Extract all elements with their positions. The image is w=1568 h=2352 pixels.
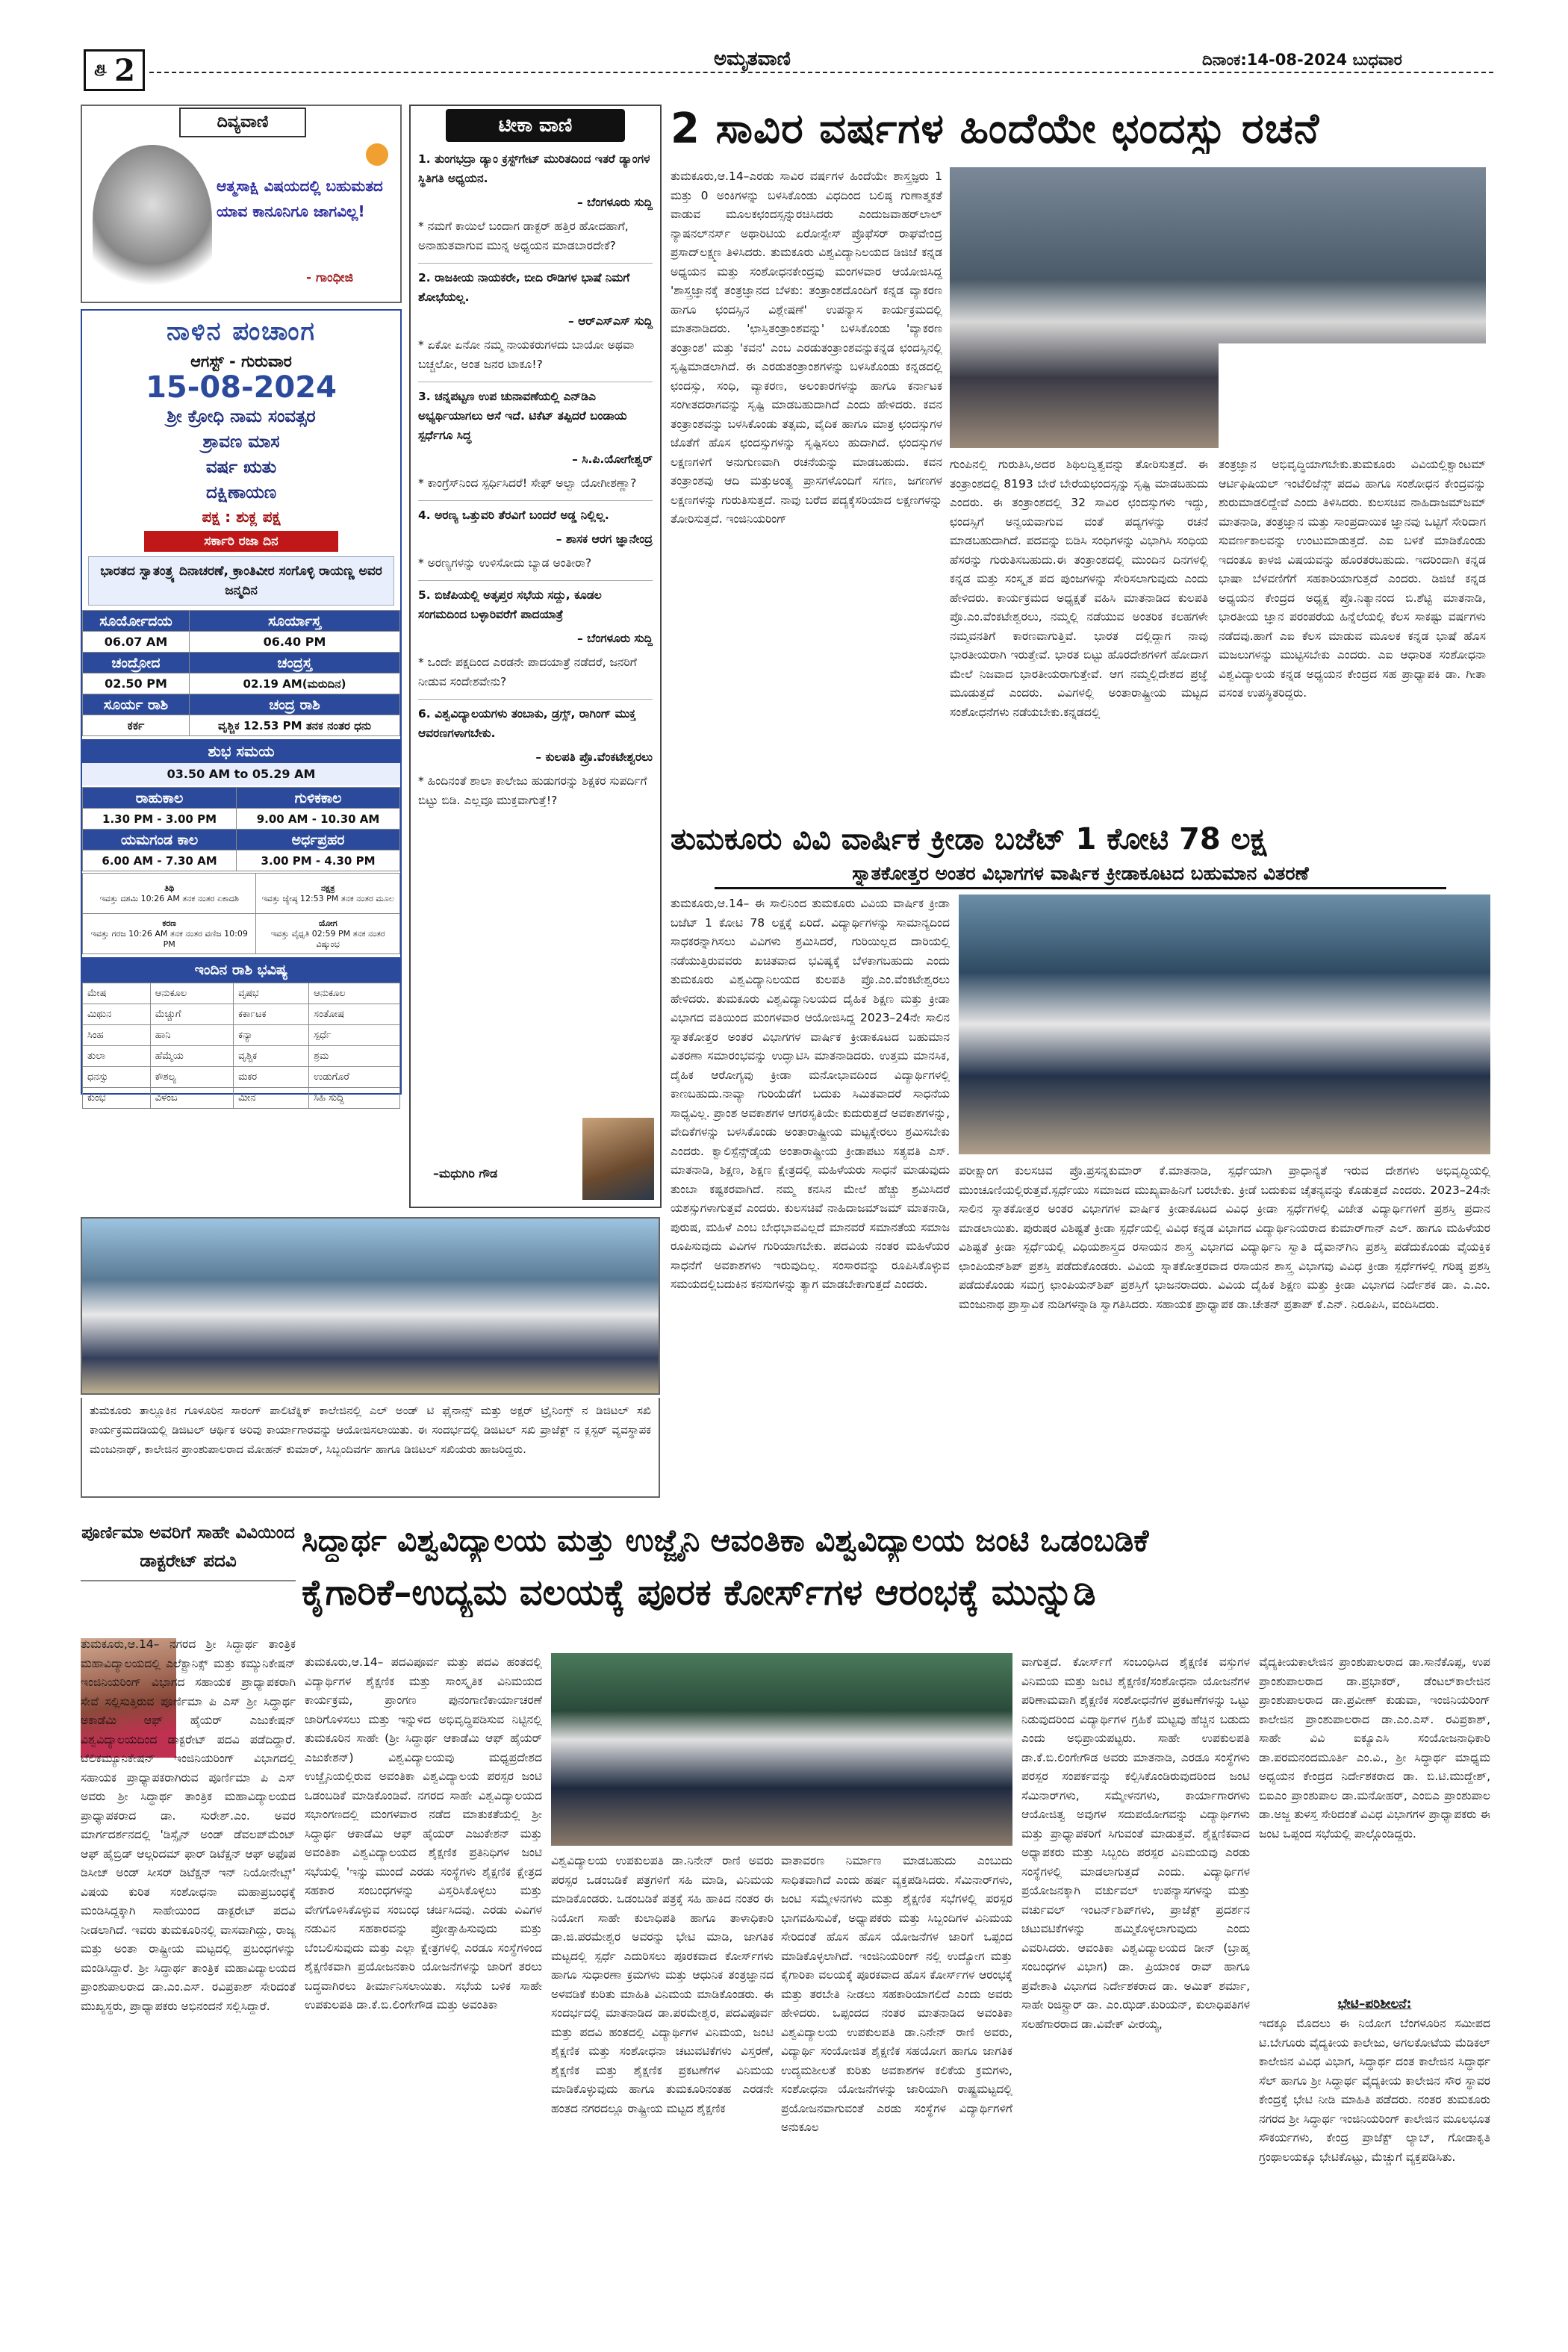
sports-col-1: ತುಮಕೂರು,ಆ.14– ಈ ಸಾಲಿನಿಂದ ತುಮಕೂರು ವಿವಿಯ ವಾರ್ಷಿಕ ಕ್ರೀಡಾ ಬಜೆಟ್ 1 ಕೋಟಿ 78 ಲಕ್ಷಕ್ಕೆ ಏರಿದೆ. ವಿದ್ಯಾರ್ಥಿಗಳನ್ನು ಸಾಮಾನ್ಯದಿಂದ ಸಾಧಕರನ್ನಾಗಿಸಲು ವಿವಿಗಳು ಶ್ರಮಿಸಿದರೆ, ಗುರಿಯಿಲ್ಲದ ದಾರಿಯಲ್ಲಿ ನಡೆಯುತ್ತಿರುವವರು ಖಚಿತವಾದ ಭವಿಷ್ಯಕ್ಕೆ ಬೆಳಕಾಗಬಹುದು ಎಂದು ತುಮಕೂರು ವಿಶ್ವವಿದ್ಯಾನಿಲಯದ ಕುಲಪತಿ ಪ್ರೊ.ಎಂ.ವೆಂಕಟೇಶ್ವರಲು ಹೇಳಿದರು. ತುಮಕೂರು ವಿಶ್ವವಿದ್ಯಾನಿಲಯದ ದೈಹಿಕ ಶಿಕ್ಷಣ ಮತ್ತು ಕ್ರೀಡಾ ವಿಭಾಗದ ವತಿಯಿಂದ ಮಂಗಳವಾರ ಆಯೋಜಿಸಿದ್ದ 2023–24ನೇ ಸಾಲಿನ ಸ್ನಾತಕೋತ್ತರ ಅಂತರ ವಿಭಾಗಗಳ ವಾರ್ಷಿಕ ಕ್ರೀಡಾಕೂಟದ ಬಹುಮಾನ ವಿತರಣಾ ಸಮಾರಂಭವನ್ನು ಉದ್ಘಾಟಿಸಿ ಮಾತನಾಡಿದರು. ಉತ್ತಮ ಮಾನಸಿಕ, ದೈಹಿಕ ಆರೋಗ್ಯವು ಕ್ರೀಡಾ ಮನೋಭಾವದಿಂದ ವಿದ್ಯಾರ್ಥಿಗಳಲ್ಲಿ ಕಾಣಬಹುದು.ನಾವ್ಯಾ ಗುರಿಯೆಡೆಗೆ ಬದುಕು ಸಿಮಿತವಾದರೆ ಸಾಧನೆಯ ಸಾಧ್ಯವಿಲ್ಲ. ಪ್ರಾಂಶ ಅವಕಾಶಗಳ ಆಗರಸೃತಿಯೇ ಕುದುರುತ್ತದೆ ಅವಕಾಶಗಳನ್ನು, ವೇದಿಕೆಗಳನ್ನು ಬಳಸಿಕೊಂಡು ಅಂತಾರಾಷ್ಟ್ರೀಯ ಮಟ್ಟಕ್ಕೇರಲು ಶ್ರಮಿಸಬೇಕು ಎಂದರು. ಕ್ವಾಲಿಸ್ಪೆನ್ಸ್‌ಡೈಯ ಅಂತಾರಾಷ್ಟ್ರೀಯ ಕ್ರೀಡಾಪಟು ಸತ್ಯವತಿ ಎಸ್. ಮಾತನಾಡಿ, ಶಿಕ್ಷಣ, ಶಿಕ್ಷಣ ಕ್ಷೇತ್ರದಲ್ಲಿ ಮಹಿಳೆಯರು ಸಾಧನೆ ಮಾಡುವುದು ತುಂಬಾ ಕಷ್ಟಕರವಾಗಿದೆ. ನಮ್ಮ ಕನಸಿನ ಮೇಲೆ ಹೆಚ್ಚು ಶ್ರಮಿಸಿದರೆ ಯಶಸ್ಸುಗಳಾಗುತ್ತವೆ ಎಂದರು. ಕುಲಸಚಿವೆ ನಾಹಿದಾಜಮ್‌ಜಮ್ ಮಾತನಾಡಿ, ಪುರುಷ, ಮಹಿಳೆ ಎಂಬ ಬೇಧಭಾವವಿಲ್ಲದೆ ಮಾನವರೆ ಸಮಾನತೆಯ ಸಮಾಜ ರೂಪಿಸುವುದು ವಿವಿಗಳ ಗುರಿಯಾಗಬೇಕು. ಪದವಿಯ ನಂತರ ಮಹಿಳೆಯರ ಸಾಧನೆಗೆ ಅವಕಾಶಗಳು ಇರುವುದಿಲ್ಲ. ಸಂಸಾರವನ್ನು ರೂಪಿಸಿಕೊಳ್ಳುವ ಸಮಯದಲ್ಲಿಬದುಕಿನ ಕನಸುಗಳನ್ನು ತ್ಯಾಗ ಮಾಡಬೇಕಾಗುತ್ತದೆ ಎಂದರು. xyxy=(671,897,950,1291)
rashi-sign: ಮಕರ xyxy=(234,1067,309,1088)
tika-comment: * ಒಂದೇ ಪಕ್ಷದಿಂದ ಎರಡನೇ ಪಾದಯಾತ್ರೆ ನಡೆದರೆ, ಜನರಿಗೆ ನೀಡುವ ಸಂದೇಶವೇನು? xyxy=(418,653,653,700)
rashi-sign: ಸಿಂಹ xyxy=(83,1025,151,1046)
mou-headline-2: ಕೈಗಾರಿಕೆ–ಉದ್ಯಮ ವಲಯಕ್ಕೆ ಪೂರಕ ಕೋರ್ಸ್‌ಗಳ ಆರಂಭಕ್ಕೆ ಮುನ್ನುಡಿ xyxy=(302,1572,1096,1614)
tika-question: 4. ಅರಣ್ಯ ಒತ್ತುವರಿ ತೆರವಿಗೆ ಬಂದರೆ ಅಡ್ಡ ನಿಲ್ಲಿಲ್ಲ. xyxy=(418,508,609,522)
mou-col-4: ವಾಗುತ್ತದೆ. ಕೋರ್ಸ್‌ಗೆ ಸಂಬಂಧಿಸಿದ ಶೈಕ್ಷಣಿಕ ವಸ್ತುಗಳ ವಿನಿಮಯ ಮತ್ತು ಜಂಟಿ ಶೈಕ್ಷಣಿಕ/ಸಂಶೋಧನಾ ಯೋಜನೆಗಳ ಪರಿಣಾಮವಾಗಿ ಶೈಕ್ಷಣಿಕ ಸಂಶೋಧನೆಗಳ ಪ್ರಕಟಣೆಗಳನ್ನು ಒಟ್ಟು ನಿಡುವುದರಿಂದ ವಿದ್ಯಾರ್ಥಿಗಳ ಗ್ರಹಿಕೆ ಮಟ್ಟವು ಹೆಚ್ಚಿನ ಬಡುದು ಎಂದು ಅಭಿಪ್ರಾಯಪಟ್ಟರು. ಸಾಹೇ ಉಪಕುಲಪತಿ ಡಾ.ಕೆ.ಬಿ.ಲಿಂಗೇಗೌಡ ಅವರು ಮಾತನಾಡಿ, ಎರಡೂ ಸಂಸ್ಥೆಗಳು ಪರಸ್ಪರ ಸಂಪರ್ಕವನ್ನು ಕಲ್ಪಿಸಿಕೊಂಡಿರುವುದರಿಂದ ಜಂಟಿ ಸೆಮಿನಾರ್‌ಗಳು, ಸಮ್ಮೇಳನಗಳು, ಕಾರ್ಯಾಗಾರಗಳು ಆಯೋಜಿತ್ವ ಅವುಗಳ ಸದುಪಯೋಗವನ್ನು ವಿದ್ಯಾರ್ಥಿಗಳು ಮತ್ತು ಪ್ರಾಧ್ಯಾಪಕರಿಗೆ ಸಿಗುವಂತೆ ಮಾಡುತ್ತವೆ. ಶೈಕ್ಷಣಿಕವಾದ ಅಧ್ಯಾಪಕರು ಮತ್ತು ಸಿಬ್ಬಂದಿ ಪರಸ್ಪರ ವಿನಿಮಯವು ಎರಡು ಸಂಸ್ಥೆಗಳಲ್ಲಿ ಮಾಡಲಾಗುತ್ತದೆ ಎಂದು. ವಿದ್ಯಾರ್ಥಿಗಳ ಪ್ರಯೋಜನಕ್ಕಾಗಿ ವರ್ಚುವಲ್ ಉಪನ್ಯಾಸಗಳನ್ನು ಮತ್ತು ವರ್ಚುವಲ್ ಇಂಟರ್ನ್‌ಶಿಪ್‌ಗಳು, ಪ್ರಾಜೆಕ್ಟ್ ಪ್ರದರ್ಶನ ಚಟುವಟಿಕೆಗಳನ್ನು ಹಮ್ಮಿಕೊಳ್ಳಲಾಗುವುದು ಎಂದು ವಿವರಿಸಿದರು. ಆವಂತಿಕಾ ವಿಶ್ವವಿದ್ಯಾಲಯದ ಡೀನ್ (ಬ್ರಾಹ್ಮ ಸಂಬಂಧಗಳ ವಿಭಾಗ) ಡಾ. ಪ್ರಿಯಾಂಕ ರಾವ್ ಹಾಗೂ ಪ್ರವೇಶಾತಿ ವಿಭಾಗದ ನಿರ್ದೇಶಕರಾದ ಡಾ. ಅಮಿತ್ ಶರ್ಮಾ, ಸಾಹೇ ರಿಜಿಸ್ಟ್ರಾರ್ ಡಾ. ಎಂ.ಝಡ್.ಕುರಿಯನ್, ಕುಲಾಧಿಪತಿಗಳ ಸಲಹೆಗಾರರಾದ ಡಾ.ವಿವೇಕ್ ವೀರಯ್ಯ, xyxy=(1021,1655,1250,2031)
tika-source: – ಕುಲಪತಿ ಪ್ರೊ.ವೆಂಕಟೇಶ್ವರಲು xyxy=(535,750,653,764)
cell-sunset: 06.40 PM xyxy=(189,632,399,653)
rashi-table xyxy=(82,983,400,1109)
panchanga-ritu: ವರ್ಷ ಋತು xyxy=(205,458,277,477)
tika-item xyxy=(418,704,653,810)
panchanga-events: ಭಾರತದ ಸ್ವಾತಂತ್ರ್ಯ ದಿನಾಚರಣೆ, ಕ್ರಾಂತಿವೀರ ಸಂಗೊಳ್ಳಿ ರಾಯಣ್ಣ ಅವರ ಜನ್ಮದಿನ xyxy=(88,556,394,606)
cell-ardhaprahara: 3.00 PM - 4.30 PM xyxy=(237,850,400,871)
cell-yamaganda: 6.00 AM - 7.30 AM xyxy=(83,850,237,871)
mou-photo xyxy=(551,1653,1012,1846)
holiday-banner: ಸರ್ಕಾರಿ ರಜಾ ದಿನ xyxy=(144,531,338,552)
karana-label: ಕರಣ xyxy=(162,918,176,928)
rashi-forecast: ಸಿಹಿ ಸುದ್ದಿ xyxy=(309,1088,400,1109)
mou-headline-1: ಸಿದ್ಧಾರ್ಥ ವಿಶ್ವವಿದ್ಯಾಲಯ ಮತ್ತು ಉಜ್ಜೈನಿ ಆವಂತಿಕಾ ವಿಶ್ವವಿದ್ಯಾಲಯ ಜಂಟಿ ಒಡಂಬಡಿಕೆ xyxy=(302,1522,1149,1558)
main-story-col-1: ತುಮಕೂರು,ಆ.14–ಎರಡು ಸಾವಿರ ವರ್ಷಗಳ ಹಿಂದೆಯೇ ಶಾಸ್ತ್ರಜ್ಞರು 1 ಮತ್ತು 0 ಅಂಕಿಗಳನ್ನು ಬಳಸಿಕೊಂಡು ವಿಧದಿಂದ ಬಲಿಷ್ಠ ಗುಣಾತ್ಮಕತೆ ವಾಡುವ ಮೂಲಕಛಂದಸ್ಸನ್ನುರಚಿಸಿದರು ಎಂದುಜವಾಹರ್‌ಲಾಲ್ ನ್ಯಾಷನಲ್‌ನರ್ಸ್ ಅಥಾರಿಟಿಯ ಏರೋಸ್ಪೇಸ್ ಪ್ರೊಫೆಸರ್ ರಾಘವೇಂದ್ರ ಪ್ರಸಾದ್‌ಲಕ್ಷ್ಮಣ ತಿಳಿಸಿದರು. ತುಮಕೂರು ವಿಶ್ವವಿದ್ಯಾನಿಲಯದ ಡಿಜಿಜೆ ಕನ್ನಡ ಅಧ್ಯಯನ ಮತ್ತು ಸಂಶೋಧನಕೇಂದ್ರವು ಮಂಗಳವಾರ ಆಯೋಜಿಸಿದ್ದ 'ಶಾಸ್ತ್ರಜ್ಞಾನಕ್ಕೆ ತಂತ್ರಜ್ಞಾನದ ಬೆಳಕು: ತಂತ್ರಾಂಶದೊಂದಿಗೆ ಕನ್ನಡ ವ್ಯಾಕರಣ ಹಾಗೂ ಛಂದಸ್ಸಿನ ವಿಶ್ಲೇಷಣೆ' ಉಪನ್ಯಾಸ ಕಾರ್ಯಕ್ರಮದಲ್ಲಿ ಮಾತನಾಡಿದರು. 'ಛಾಸ್ತಿತಂತ್ರಾಂಶವನ್ನು' ಬಳಸಿಕೊಂಡು 'ವ್ಯಾಕರಣ ತಂತ್ರಾಂಶ' ಮತ್ತು 'ಕವನ' ಎಂಬ ಎರಡುತಂತ್ರಾಂಶವನ್ನುಕನ್ನಡ ಛಂದಸ್ಸಿನಲ್ಲಿ ಸೃಷ್ಟಿಮಾಡಲಾಗಿದೆ. ಈ ಎರಡುತಂತ್ರಾಂಶಗಳನ್ನು ಬಳಸಿಕೊಂಡು ಕನ್ನಡದಲ್ಲಿ ಛಂದಸ್ಸು, ಸಂಧಿ, ವ್ಯಾಕರಣ, ಅಲಂಕಾರಗಳನ್ನು ಹಾಗೂ ಕರ್ನಾಟಕ ಸಂಗೀತದರಾಗವನ್ನು ಸೃಷ್ಟಿ ಮಾಡಬಹುದಾಗಿದೆ ಎಂದು ಹೇಳಿದರು. ಕವನ ತಂತ್ರಾಂಶವನ್ನು ಬಳಸಿಕೊಂಡು ತತ್ಸಮ, ವೈದಿಕ ಹಾಗೂ ಮಾತ್ರ ಛಂದಸ್ಸುಗಳ ಜೊತೆಗೆ ಹೊಸ ಛಂದಸ್ಸುಗಳನ್ನು ಸೃಷ್ಟಿಸಲು ಹುದಾಗಿದೆ. ಛಂದಸ್ಸುಗಳ ಲಕ್ಷಣಗಳಿಗೆ ಅನುಗುಣವಾಗಿ ರಚನೆಯನ್ನು ಮಾಡಬಹುದು. ಕವನ ತಂತ್ರಾಂಶವು ಆದಿ ಮತ್ತುಅಂತ್ಯ ಪ್ರಾಸಗಳೊಂದಿಗೆ ಸಗಣ, ಜಗಣಗಳ ಲಕ್ಷಣಗಳನ್ನು ಗುರುತಿಸುತ್ತದೆ. ನಾವು ಬರೆದ ಪದ್ಯಕ್ಕೆಸರಿಯಾದ ಲಕ್ಷಣಗಳನ್ನು ತೋರಿಸುತ್ತದೆ. ಇಂಜಿನಿಯರಿಂಗ್ xyxy=(671,169,942,526)
rashi-forecast: ಶ್ರಮ xyxy=(309,1046,400,1067)
kala-table xyxy=(82,787,400,871)
cell-yamaganda-h: ಯಮಗಂಡ ಕಾಲ xyxy=(83,830,237,850)
tithi-label: ತಿಥಿ xyxy=(164,883,175,893)
emblem-icon xyxy=(366,143,388,166)
rashi-sign: ಮೀನ xyxy=(234,1088,309,1109)
rashi-forecast: ವಿಳಂಬ xyxy=(150,1088,233,1109)
rashi-forecast: ಹೆಮ್ಮೆಯ xyxy=(150,1046,233,1067)
rashi-forecast: ಆನುಕೂಲ xyxy=(150,983,233,1004)
rashi-row xyxy=(83,1088,400,1109)
tika-vani-title: ಟೀಕಾ ವಾಣಿ xyxy=(446,109,625,142)
rashi-sign: ವೃಷಭ xyxy=(234,983,309,1004)
cell-moonset-h: ಚಂದ್ರಸ್ತ xyxy=(189,653,399,673)
sports-photo xyxy=(959,895,1490,1154)
tika-question: 1. ತುಂಗಭದ್ರಾ ಡ್ಯಾಂ ಕ್ರಸ್ಟ್‌ಗೇಟ್ ಮುರಿತದಿಂದ ಇತರೆ ಡ್ಯಾಂಗಳ ಸ್ಥಿತಿಗತಿ ಅಧ್ಯಯನ. xyxy=(418,152,650,185)
nakshatra-value: ಇವತ್ತು ಜ್ಯೇಷ್ಠ 12:53 PM ತನಕ ನಂತರ ಮೂಲ xyxy=(261,893,394,903)
rashi-row xyxy=(83,1067,400,1088)
tika-item xyxy=(418,149,653,264)
cell-chandra-rashi-h: ಚಂದ್ರ ರಾಶಿ xyxy=(189,694,399,715)
cell-ardhaprahara-h: ಅರ್ಧಪ್ರಹರ xyxy=(237,830,400,850)
shubha-title: ಶುಭ ಸಮಯ xyxy=(82,739,400,763)
paper-name: ಅಮೃತವಾಣಿ xyxy=(702,48,803,71)
rashi-sign: ವೃಶ್ಚಿಕ xyxy=(234,1046,309,1067)
cell-rahukala-h: ರಾಹುಕಾಲ xyxy=(83,788,237,809)
mou-col-5b: ಇದಕ್ಕೂ ಮೊದಲು ಈ ನಿಯೋಗ ಬೆಂಗಳೂರಿನ ಸಮೀಪದ ಟಿ.ಬೇಗೂರು ವೈದ್ಯಕೀಯ ಕಾಲೇಜು, ಅಗಲಕೋಟೆಯ ಮೆಡಿಕಲ್ ಕಾಲೇಜಿನ ವಿವಿಧ ವಿಭಾಗ, ಸಿದ್ಧಾರ್ಥ ದಂತ ಕಾಲೇಜಿನ ಸಿದ್ಧಾರ್ಥ ಸೆಲ್ ಹಾಗೂ ಶ್ರೀ ಸಿದ್ಧಾರ್ಥ ವೈದ್ಯಕೀಯ ಕಾಲೇಜಿನ ಸೌರ ಸ್ಥಾವರ ಕೇಂದ್ರಕ್ಕೆ ಭೇಟಿ ನೀಡಿ ಮಾಹಿತಿ ಪಡೆದರು. ನಂತರ ತುಮಕೂರು ನಗರದ ಶ್ರೀ ಸಿದ್ಧಾರ್ಥ ಇಂಜಿನಿಯರಿಂಗ್ ಕಾಲೇಜಿನ ಮೂಲಭೂತ ಸೌಕರ್ಯಗಳು, ಕೇಂದ್ರ ಪ್ರಾಜೆಕ್ಟ್ ಲ್ಯಾಬ್, ಗೋಡಾಕೃತಿ ಗ್ರಂಥಾಲಯಕ್ಕೂ ಭೇಟಿಕೊಟ್ಟು, ಮೆಚ್ಚುಗೆ ವ್ಯಕ್ತಪಡಿಸಿತು. xyxy=(1259,2017,1490,2164)
rashi-sign: ಕನ್ಯಾ xyxy=(234,1025,309,1046)
rashi-sign: ಕುಂಭ xyxy=(83,1088,151,1109)
tika-question: 5. ಬಿಜೆಪಿಯಲ್ಲಿ ಅತೃಪ್ತರ ಸಭೆಯ ಸದ್ದು, ಕೂಡಲ ಸಂಗಮದಿಂದ ಬಳ್ಳಾರಿವರೆಗೆ ಪಾದಯಾತ್ರೆ xyxy=(418,588,602,621)
cell-rahukala: 1.30 PM - 3.00 PM xyxy=(83,809,237,830)
rashi-forecast: ಉಡುಗೊರೆ xyxy=(309,1067,400,1088)
rashi-sign: ತುಲಾ xyxy=(83,1046,151,1067)
tika-question: 6. ವಿಶ್ವವಿದ್ಯಾಲಯಗಳು ತಂಬಾಕು, ಡ್ರಗ್ಸ್, ರಾಗಿಂಗ್ ಮುಕ್ತ ಆವರಣಗಳಾಗಬೇಕು. xyxy=(418,707,636,740)
tika-byline: –ಮಧುಗಿರಿ ಗೌಡ xyxy=(433,1166,498,1180)
tika-source: – ಶಾಸಕ ಆರಗ ಜ್ಞಾನೇಂದ್ರ xyxy=(556,532,653,546)
rashi-forecast: ಹಾನಿ xyxy=(150,1025,233,1046)
tithi-table xyxy=(82,873,400,954)
tika-question: 3. ಚನ್ನಪಟ್ಟಣ ಉಪ ಚುನಾವಣೆಯಲ್ಲಿ ಎನ್‌ಡಿಎ ಅಭ್ಯರ್ಥಿಯಾಗಲು ಆಸೆ ಇದೆ. ಟಿಕೆಟ್ ತಪ್ಪಿದರೆ ಬಂಡಾಯ ಸ್ಪರ್ಧೆಗೂ ಸಿದ್ಧ xyxy=(418,390,627,442)
sports-headline: ತುಮಕೂರು ವಿವಿ ವಾರ್ಷಿಕ ಕ್ರೀಡಾ ಬಜೆಟ್ 1 ಕೋಟಿ 78 ಲಕ್ಷ xyxy=(671,822,1267,856)
panchanga-masa: ಶ್ರಾವಣ ಮಾಸ xyxy=(202,432,280,452)
panchanga-month-day: ಆಗಸ್ಟ್ - ಗುರುವಾರ xyxy=(190,352,292,370)
gandhi-portrait xyxy=(93,145,212,294)
page-label: ಪು xyxy=(93,63,112,77)
panchanga-date: 15-08-2024 xyxy=(146,370,337,405)
sports-col-2: ಪರೀಕ್ಷಾಂಗ ಕುಲಸಚಿವ ಪ್ರೊ.ಪ್ರಸನ್ನಕುಮಾರ್ ಕೆ.ಮಾತನಾಡಿ, ಸ್ಪರ್ಧೆಯಾಗಿ ಪ್ರಾಧಾನ್ಯತೆ ಇರುವ ದೇಶಗಳು ಅಭಿವೃದ್ಧಿಯಲ್ಲಿ ಮುಂಚೂಣಿಯಲ್ಲಿರುತ್ತವೆ.ಸ್ಪರ್ಧೆಯು ಸಮಾಜದ ಮುಖ್ಯವಾಹಿನಿಗೆ ಬರಬೇಕು. ಕ್ರೀಡೆ ಬದುಕುವ ಚೈತನ್ಯವನ್ನು ಕೊಡುತ್ತದೆ ಎಂದರು. 2023–24ನೇ ಸಾಲಿನ ಸ್ನಾತಕೋತ್ತರ ಅಂತರ ವಿಭಾಗಗಳ ವಾರ್ಷಿಕ ಕ್ರೀಡಾಕೂಟದ ವಿವಿಧ ಕ್ರೀಡಾ ಸ್ಪರ್ಧೆಗಳಲ್ಲಿ ವಿಜೇತ ವಿದ್ಯಾರ್ಥಿಗಳಿಗೆ ಪ್ರಶಸ್ತಿ ಪ್ರದಾನ ಮಾಡಲಾಯಿತು. ಪುರುಷರ ವಿಶಿಷ್ಟತೆ ಕ್ರೀಡಾ ಸ್ಪರ್ಧೆಯಲ್ಲಿ ವಿವಿಧ ಕನ್ನಡ ವಿಭಾಗದ ವಿದ್ಯಾರ್ಥಿನಿಯರಾದ ಕುಮಾರ್‌ಗಾನ್ ಎಲ್. ಹಾಗೂ ಮಹಿಳೆಯರ ವಿಶಿಷ್ಟತೆ ಕ್ರೀಡಾ ಸ್ಪರ್ಧೆಯಲ್ಲಿ ವಿಧಿಯಶಾಸ್ತ್ರದ ರಸಾಯನ ಶಾಸ್ತ್ರ ವಿಭಾಗದ ವಿದ್ಯಾರ್ಥಿನಿ ಸ್ವಾತಿ ದೈವಾನ್‌ಗಿನಿ ಪ್ರಶಸ್ತಿ ಪಡೆದುಕೊಂಡು ವೈಯಕ್ತಿಕ ಛಾಂಪಿಯನ್‌ಶಿಪ್ ಪ್ರಶಸ್ತಿ ಪಡೆದುಕೊಂಡರು. ವಿವಿಯ ಸ್ನಾತಕೋತ್ತರವಾದ ರಸಾಯನ ಶಾಸ್ತ್ರ ವಿಭಾಗವು ವಿವಿಧ ಕ್ರೀಡಾ ಸ್ಪರ್ಧೆಗಳಲ್ಲಿ ಗರಿಷ್ಠ ಪ್ರಶಸ್ತಿ ಪಡೆದುಕೊಂಡು ಸಮಗ್ರ ಛಾಂಪಿಯನ್‌ಶಿಪ್ ಪ್ರಶಸ್ತಿಗೆ ಭಾಜನರಾದರು. ವಿವಿಯ ದೈಹಿಕ ಶಿಕ್ಷಣ ಮತ್ತು ಕ್ರೀಡಾ ವಿಭಾಗದ ನಿರ್ದೇಶಕ ಡಾ. ಎ.ಎಂ. ಮಂಜುನಾಥ ಪ್ರಾಸ್ತಾವಿಕ ನುಡಿಗಳನ್ನಾಡಿ ಸ್ವಾಗತಿಸಿದರು. ಸಹಾಯಕ ಪ್ರಾಧ್ಯಾಪಕ ಡಾ.ಚೇತನ್ ಪ್ರತಾಪ್ ಕೆ.ಎನ್. ನಿರೂಪಿಸಿ, ವಂದಿಸಿದರು. xyxy=(959,1164,1490,1311)
issue-date: ದಿನಾಂಕ:14-08-2024 ಬುಧವಾರ xyxy=(1195,51,1410,69)
cell-tithi xyxy=(83,874,256,914)
tika-question: 2. ರಾಜಕೀಯ ನಾಯಕರೇ, ಬೀದಿ ರೌಡಿಗಳ ಭಾಷೆ ನಿಮಗೆ ಶೋಭೆಯಲ್ಲ. xyxy=(418,271,630,304)
yoga-label: ಯೋಗ xyxy=(318,918,337,928)
panchanga-box xyxy=(81,309,402,1104)
tika-vani-column xyxy=(409,105,662,1208)
rashi-forecast: ಸ್ಪರ್ಧೆ xyxy=(309,1025,400,1046)
cell-sunrise-h: ಸೂರ್ಯೋದಯ xyxy=(83,611,190,632)
mou-col-1: ತುಮಕೂರು,ಆ.14– ಪದವಿಪೂರ್ವ ಮತ್ತು ಪದವಿ ಹಂತದಲ್ಲಿ ವಿದ್ಯಾರ್ಥಿಗಳ ಶೈಕ್ಷಣಿಕ ಮತ್ತು ಸಾಂಸ್ಕೃತಿಕ ವಿನಿಮಯದ ಕಾರ್ಯಕ್ರಮ, ಪ್ರಾಂಗಣ ಪುನಂಗಾಣಿಕಾರ್ಯಾಚರಣೆ ಜಾರಿಗೊಳಿಸಲು ಮತ್ತು ಇನ್ನುಳಿದ ಅಭಿವೃದ್ಧಿಪಡಿಸುವ ನಿಟ್ಟಿನಲ್ಲಿ ತುಮಕೂರಿನ ಸಾಹೇ (ಶ್ರೀ ಸಿದ್ಧಾರ್ಥ ಆಕಾಡೆಮಿ ಆಫ್ ಹೈಯರ್ ಎಜುಕೇಶನ್) ವಿಶ್ವವಿದ್ಯಾಲಯವು ಮಧ್ಯಪ್ರದೇಶದ ಉಜ್ಜೈನಿಯಲ್ಲಿರುವ ಅವಂತಿಕಾ ವಿಶ್ವವಿದ್ಯಾಲಯ ಪರಸ್ಪರ ಜಂಟಿ ಒಡಂಬಡಿಕೆ ಮಾಡಿಕೊಂಡಿವೆ. ನಗರದ ಸಾಹೇ ವಿಶ್ವವಿದ್ಯಾಲಯದ ಸಭಾಂಗಣದಲ್ಲಿ ಮಂಗಳವಾರ ನಡೆದ ಮಾತುಕತೆಯಲ್ಲಿ ಶ್ರೀ ಸಿದ್ಧಾರ್ಥ ಆಕಾಡೆಮಿ ಆಫ್ ಹೈಯರ್ ಎಜುಕೇಶನ್ ಮತ್ತು ಅವಂತಿಕಾ ವಿಶ್ವವಿದ್ಯಾಲಯದ ಶೈಕ್ಷಣಿಕ ಪ್ರತಿನಿಧಿಗಳ ಜಂಟಿ ಸಭೆಯಲ್ಲಿ 'ಇನ್ನು ಮುಂದೆ ಎರಡು ಸಂಸ್ಥೆಗಳು ಶೈಕ್ಷಣಿಕ ಕ್ಷೇತ್ರದ ಸಹಕಾರ ಸಂಬಂಧಗಳನ್ನು ವಿಸ್ತರಿಸಿಕೊಳ್ಳಲು ಮತ್ತು ವೇಗಗೊಳಿಸಿಕೊಳ್ಳುವ ಸಂಬಂಧ ಚರ್ಚಿಸಿದವು. ಎರಡು ವಿವಿಗಳ ನಡುವಿನ ಸಹಕಾರವನ್ನು ಪ್ರೋತ್ಸಾಹಿಸುವುದು ಮತ್ತು ಬೆಂಬಲಿಸುವುದು ಮತ್ತು ಎಲ್ಲಾ ಕ್ಷೇತ್ರಗಳಲ್ಲಿ ಎರಡೂ ಸಂಸ್ಥೆಗಳಿಂದ ಶೈಕ್ಷಣಿಕವಾಗಿ ಪ್ರಯೋಜನಕಾರಿ ಯೋಜನೆಗಳನ್ನು ಜಾರಿಗೆ ತರಲು ಬದ್ಧವಾಗಿರಲು ತೀರ್ಮಾನಿಸಲಾಯಿತು. ಸಭೆಯ ಬಳಿಕ ಸಾಹೇ ಉಪಕುಲಪತಿ ಡಾ.ಕೆ.ಬಿ.ಲಿಂಗೇಗೌಡ ಮತ್ತು ಅವಂತಿಕಾ xyxy=(305,1655,542,2012)
masthead xyxy=(75,45,1493,97)
divyavani-title: ದಿವ್ಯವಾಣಿ xyxy=(179,108,306,137)
cell-sunset-h: ಸೂರ್ಯಾಸ್ತ xyxy=(189,611,399,632)
tika-item xyxy=(418,505,653,581)
tika-item xyxy=(418,268,653,382)
tika-items xyxy=(411,142,660,1135)
panchanga-title: ನಾಳಿನ ಪಂಚಾಂಗ xyxy=(167,317,316,346)
rashi-row xyxy=(83,983,400,1004)
rashi-forecast: ಮೆಚ್ಚುಗೆ xyxy=(150,1004,233,1025)
shubha-time: 03.50 AM to 05.29 AM xyxy=(82,763,400,785)
panchanga-samvatsara: ಶ್ರೀ ಕ್ರೋಧಿ ನಾಮ ಸಂವತ್ಸರ xyxy=(167,407,316,426)
main-story-col-2: ಗುಂಪಿನಲ್ಲಿ ಗುರುತಿಸಿ,ಅದರ ಶಿಥಿಲದ್ವಿತ್ವವನ್ನು ತೋರಿಸುತ್ತದೆ. ಈ ತಂತ್ರಾಂಶದಲ್ಲಿ 8193 ಬೇರೆ ಬೇರೆಯಛಂದಸ್ಸನ್ನು ಸೃಷ್ಟಿ ಮಾಡಬಹುದು ಎಂದರು. ಈ ತಂತ್ರಾಂಶದಲ್ಲಿ 32 ಸಾವಿರ ಛಂದಸ್ಸುಗಳು ಇದ್ದು, ಛಂದಸ್ಸಿಗೆ ಅನ್ವಯವಾಗುವ ವಂತೆ ಪದ್ಯಗಳನ್ನು ರಚನೆ ಮಾಡಬಹುದಾಗಿದೆ. ಪದವನ್ನು ಬಿಡಿಸಿ ಸಂಧಿಗಳನ್ನು ವಿಭಾಗಿಸಿ ಸಂಧಿಯ ಹೆಸರನ್ನು ಗುರುತಿಸಬಹುದು.ಈ ತಂತ್ರಾಂಶದಲ್ಲಿ ಮುಂದಿನ ದಿನಗಳಲ್ಲಿ ಕನ್ನಡ ಮತ್ತು ಸಂಸ್ಕೃತ ಪದ ಪುಂಜಗಳನ್ನು ಸೇರಿಸಲಾಗುವುದು ಎಂದು ಹೇಳಿದರು. ಕಾರ್ಯಕ್ರಮದ ಅಧ್ಯಕ್ಷತೆ ವಹಿಸಿ ಮಾತನಾಡಿದ ಕುಲಪತಿ ಪ್ರೊ.ಎಂ.ವೆಂಕಟೇಶ್ವರಲು, ನಮ್ಮಲ್ಲಿ ನಡೆಯುವ ಅಂತರಿಕ ಕಲಹಗಳೇ ನಮ್ಮವನತಿಗೆ ಕಾರಣವಾಗುತ್ತಿವೆ. ಭಾರತ ದಲ್ಲಿದ್ದಾಗ ನಾವು ಭಾರತೀಯರಾಗಿ ಇರುತ್ತೇವೆ. ಭಾರತ ಬಿಟ್ಟು ಹೊರದೇಶಗಳಿಗೆ ಹೋದಾಗ ಮೇಲೆ ನಿಜವಾದ ಭಾರತೀಯರಾಗುತ್ತೇವೆ. ಆಗ ನಮ್ಮಲ್ಲಿದೇಶದ ಪ್ರಜ್ಞೆ ಮೂಡುತ್ತದೆ ಎಂದರು. ವಿವಿಗಳಲ್ಲಿ ಅಂತಾರಾಷ್ಟ್ರೀಯ ಮಟ್ಟದ ಸಂಶೋಧನೆಗಳು ನಡೆಯಬೇಕು.ಕನ್ನಡದಲ್ಲಿ xyxy=(950,458,1208,719)
cell-yoga xyxy=(256,914,400,954)
rashi-forecast: ಆನುಕೂಲ xyxy=(309,983,400,1004)
main-story xyxy=(671,105,1490,817)
cell-surya-rashi: ಕರ್ಕ xyxy=(83,715,190,736)
rashi-forecast: ಸಂತೋಷ xyxy=(309,1004,400,1025)
rashi-sign: ಮಿಥುನ xyxy=(83,1004,151,1025)
tika-comment: * ಹಿಂದಿನಂತೆ ಶಾಲಾ ಕಾಲೇಜು ಹುಡುಗರನ್ನು ಶಿಕ್ಷಕರ ಸುಪರ್ದಿಗೆ ಬಿಟ್ಟು ಬಿಡಿ. ಎಲ್ಲವೂ ಮುಕ್ತವಾಗುತ್ತೆ!? xyxy=(418,774,647,807)
cell-gulika: 9.00 AM - 10.30 AM xyxy=(237,809,400,830)
tika-comment: * ನಮಗೆ ಕಾಯಿಲೆ ಬಂದಾಗ ಡಾಕ್ಟರ್ ಹತ್ತಿರ ಹೋದಹಾಗೆ, ಅನಾಹುತವಾಗುವ ಮುನ್ನ ಅಧ್ಯಯನ ಮಾಡಬಾರದೇಕೆ? xyxy=(418,217,653,264)
sun-moon-table xyxy=(82,610,400,736)
tika-source: – ಬೆಂಗಳೂರು ಸುದ್ದಿ xyxy=(576,632,653,645)
mou-col-5: ವೈದ್ಯಕೀಯಕಾಲೇಜಿನ ಪ್ರಾಂಶುಪಾಲರಾದ ಡಾ.ಸಾನೆಕೊಪ್ಪ, ಉಪ ಪ್ರಾಂಶುಪಾಲರಾದ ಡಾ.ಪ್ರಭಾಕರ್, ಡೆಂಟಲ್‌ಕಾಲೇಜಿನ ಪ್ರಾಂಶುಪಾಲರಾದ ಡಾ.ಪ್ರವೀಣ್ ಕುಡುವಾ, ಇಂಜಿನಿಯರಿಂಗ್ ಕಾಲೇಜಿನ ಪ್ರಾಂಶುಪಾಲರಾದ ಡಾ.ಎಂ.ಎಸ್. ರವಿಪ್ರಕಾಶ್, ಸಾಹೇ ವಿವಿ ಐಕ್ಯೂಎಸಿ ಸಂಯೋಜನಾಧಿಕಾರಿ ಡಾ.ಪರಮನಂದಮೂರ್ತಿ ಎಂ.ವಿ., ಶ್ರೀ ಸಿದ್ಧಾರ್ಥ ಮಾಧ್ಯಮ ಅಧ್ಯಯನ ಕೇಂದ್ರದ ನಿರ್ದೇಶಕರಾದ ಡಾ. ಬಿ.ಟಿ.ಮುದ್ದೇಶ್, ಬಿಐಎಂ ಪ್ರಾಂಶುಪಾಲ ಡಾ.ಮನೋಹರ್, ಎಂಬಿಎ ಪ್ರಾಂಶುಪಾಲ ಡಾ.ಅಜ್ಜ ತುಳಸ್ತ ಸೇರಿದಂತೆ ವಿವಿಧ ವಿಭಾಗಗಳ ಪ್ರಾಧ್ಯಾಪಕರು ಈ ಜಂಟಿ ಒಪ್ಪಂದ ಸಭೆಯಲ್ಲಿ ಪಾಲ್ಗೊಂಡಿದ್ದರು. xyxy=(1259,1655,1490,1841)
rashi-sign: ಧನಸ್ಸು xyxy=(83,1067,151,1088)
tika-item xyxy=(418,585,653,700)
yoga-value: ಇವತ್ತು ವೈಧೃತಿ 02:59 PM ತನಕ ನಂತರ ವಿಷ್ಕುಂಭ xyxy=(270,928,385,949)
cell-chandra-rashi: ವೃಶ್ಚಿಕ 12.53 PM ತನಕ ನಂತರ ಧನು xyxy=(189,715,399,736)
tika-source: – ಬೆಂಗಳೂರು ಸುದ್ದಿ xyxy=(576,196,653,209)
tika-source: – ಆರ್‌ಎಸ್‌ಎಸ್ ಸುದ್ದಿ xyxy=(568,314,653,328)
main-story-col-3: ತಂತ್ರಜ್ಞಾನ ಅಭಿವೃದ್ಧಿಯಾಗಬೇಕು.ತುಮಕೂರು ವಿವಿಯಲ್ಲಿಕ್ವಾಂಟಮ್ ಆರ್ಟಿಫಿಷಿಯಲ್ ಇಂಟೆಲಿಜೆನ್ಸ್ ಪದವಿ ಹಾಗೂ ಸಂಶೋಧನ ಕೇಂದ್ರವನ್ನು ಶುರುಮಾಡಲಿದ್ದೇವೆ ಎಂದು ತಿಳಿಸಿದರು. ಕುಲಸಚಿವ ನಾಹಿದಾಜಮ್‌ಜಮ್ ಮಾತನಾಡಿ, ತಂತ್ರಜ್ಞಾನ ಮತ್ತು ಸಾಂಪ್ರದಾಯಿಕ ಜ್ಞಾನವು ಒಟ್ಟಿಗೆ ಸೇರಿದಾಗ ಸುವರ್ಣಕಾಲವನ್ನು ಉಂಟುಮಾಡುತ್ತದೆ. ಎಐ ಬಳಕೆ ಮಾಡಿಕೊಂಡು ಇದಂತೂ ಕಾಳಜಿ ವಿಷಯವನ್ನು ಹೊರತರಬಹುದು. ಇದರಿಂದಾಗಿ ಕನ್ನಡ ಭಾಷಾ ಬೆಳವಣಿಗೆಗೆ ಸಹಕಾರಿಯಾಗುತ್ತದೆ ಎಂದರು. ಡಿಜಿಜೆ ಕನ್ನಡ ಅಧ್ಯಯನ ಕೇಂದ್ರದ ಅಧ್ಯಕ್ಷ ಪ್ರೊ.ನಿತ್ಯಾನಂದ ಬಿ.ಶೆಟ್ಟಿ ಮಾತನಾಡಿ, ಭಾರತೀಯ ಜ್ಞಾನ ಪರಂಪರೆಯ ಹಿನ್ನೆಲೆಯಲ್ಲಿ ಕೆಲಸ ಸಾಕಷ್ಟು ವರ್ಷಗಳು ನಡೆದವು.ಹಾಗೆ ಎಐ ಕೆಲಸ ಮಾಡುವ ಮೂಲಕ ಕನ್ನಡ ಭಾಷೆ ಹೊಸ ಮಜಲುಗಳನ್ನು ಮುಟ್ಟಿಸಬೇಕು ಎಂದರು. ಎಐ ಆಧಾರಿತ ಸಂಶೋಧನಾ ವಿಶ್ವವಿದ್ಯಾಲಯ ಕನ್ನಡ ಅಧ್ಯಯನ ಕೇಂದ್ರದ ಸಹ ಪ್ರಾಧ್ಯಾಪಕಿ ಡಾ. ಗೀತಾ ವಸಂತ ಉಪಸ್ಥಿತರಿದ್ದರು. xyxy=(1219,343,1486,809)
page-badge xyxy=(84,49,145,91)
mou-col-2: ವಿಶ್ವವಿದ್ಯಾಲಯ ಉಪಕುಲಪತಿ ಡಾ.ನಿನೇನ್ ರಾಣಿ ಅವರು ಪರಸ್ಪರ ಒಡಂಬಡಿಕೆ ಪತ್ರಗಳಿಗೆ ಸಹಿ ಮಾಡಿ, ವಿನಿಮಯ ಮಾಡಿಕೊಂಡರು. ಒಡಂಬಡಿಕೆ ಪತ್ರಕ್ಕೆ ಸಹಿ ಹಾಕಿದ ನಂತರ ಈ ನಿಯೋಗ ಸಾಹೇ ಕುಲಾಧಿಪತಿ ಹಾಗೂ ತಾಳಾಧಿಕಾರಿ ಡಾ.ಜಿ.ಪರಮೇಶ್ವರ ಅವರನ್ನು ಭೇಟಿ ಮಾಡಿ, ಜಾಗತಿಕ ಮಟ್ಟದಲ್ಲಿ ಸ್ಪರ್ಧೆ ಎದುರಿಸಲು ಪೂರಕವಾದ ಕೋರ್ಸ್‌ಗಳು ಹಾಗೂ ಸುಧಾರಣಾ ಕ್ರಮಗಳು ಮತ್ತು ಆಧುನಿಕ ತಂತ್ರಜ್ಞಾನದ ಅಳವಡಿಕೆ ಕುರಿತು ಮಾಹಿತಿ ವಿನಿಮಯ ಮಾಡಿಕೊಂಡರು. ಈ ಸಂದರ್ಭದಲ್ಲಿ ಮಾತನಾಡಿದ ಡಾ.ಪರಮೇಶ್ವರ, ಪದವಿಪೂರ್ವ ಮತ್ತು ಪದವಿ ಹಂತದಲ್ಲಿ ವಿದ್ಯಾರ್ಥಿಗಳ ವಿನಿಮಯ, ಜಂಟಿ ಶೈಕ್ಷಣಿಕ ಮತ್ತು ಸಂಶೋಧನಾ ಚಟುವಟಿಕೆಗಳು ವಿಸ್ತರಣೆ, ಶೈಕ್ಷಣಿಕ ಮತ್ತು ಶೈಕ್ಷಣಿಕ ಪ್ರಕಟಣೆಗಳ ವಿನಿಮಯ ಮಾಡಿಕೊಳ್ಳುವುದು ಹಾಗೂ ತುಮಕೂರಿನಂತಹ ಎರಡನೇ ಹಂತದ ನಗರದಲ್ಲೂ ರಾಷ್ಟ್ರೀಯ ಮಟ್ಟದ ಶೈಕ್ಷಣಿಕ xyxy=(551,1854,774,2115)
rashi-sign: ಮೇಷ xyxy=(83,983,151,1004)
mou-col-5-wrap xyxy=(1259,1653,1490,2328)
rashi-forecast: ಕೌಶಲ್ಯ xyxy=(150,1067,233,1088)
doctorate-story xyxy=(81,1519,296,2328)
cell-moonrise-h: ಚಂದ್ರೋದ xyxy=(83,653,190,673)
tika-comment: * ಏಕೋ ಏನೋ ನಮ್ಮ ನಾಯಕರುಗಳದು ಬಾಯೋ ಅಥವಾ ಬಚ್ಚಲೋ, ಅಂತ ಜನರ ಟಾಕೂ!? xyxy=(418,335,653,382)
divyavani-quote: ಆತ್ಮಸಾಕ್ಷಿ ವಿಷಯದಲ್ಲಿ ಬಹುಮತದ ಯಾವ ಕಾನೂನಿಗೂ ಜಾಗವಿಲ್ಲ! xyxy=(217,177,383,220)
tika-source: – ಸಿ.ಪಿ.ಯೋಗೇಶ್ವರ್ xyxy=(572,452,653,466)
mou-subhead: ಭೇಟಿ–ಪರಿಶೀಲನೆ: xyxy=(1337,1997,1412,2012)
cell-moonrise: 02.50 PM xyxy=(83,673,190,694)
masthead-rule xyxy=(149,72,1493,73)
cell-karana xyxy=(83,914,256,954)
tika-comment: * ಕಾಂಗ್ರೆಸ್‌ನಿಂದ ಸ್ಪರ್ಧಿಸಿದರೆ! ಸೇಫ್ ಅಲ್ವಾ ಯೋಗೀಶಣ್ಣಾ? xyxy=(418,473,653,501)
divyavani-box xyxy=(81,105,402,303)
karana-value: ಇವತ್ತು ಗರಜ 10:26 AM ತನಕ ನಂತರ ವಣಿಜ 10:09 PM xyxy=(90,928,248,949)
tika-comment: * ಅರಣ್ಯಗಳನ್ನು ಉಳಿಸೋದು ಬ್ಯಾಡ ಅಂತೀರಾ? xyxy=(418,553,653,581)
sports-subhead: ಸ್ನಾತಕೋತ್ತರ ಅಂತರ ವಿಭಾಗಗಳ ವಾರ್ಷಿಕ ಕ್ರೀಡಾಕೂಟದ ಬಹುಮಾನ ವಿತರಣೆ xyxy=(715,860,1446,889)
cell-moonset: 02.19 AM(ಮರುದಿನ) xyxy=(189,673,399,694)
cell-sunrise: 06.07 AM xyxy=(83,632,190,653)
nakshatra-label: ನಕ್ಷತ್ರ xyxy=(321,883,335,893)
main-headline: 2 ಸಾವಿರ ವರ್ಷಗಳ ಹಿಂದೆಯೇ ಛಂದಸ್ಸು ರಚನೆ xyxy=(671,105,1320,153)
columnist-photo xyxy=(582,1118,654,1200)
rashi-row xyxy=(83,1004,400,1025)
tithi-value: ಇವತ್ತು ದಶಮಿ 10:26 AM ತನಕ ನಂತರ ಏಕಾದಶಿ xyxy=(99,893,239,903)
tika-item xyxy=(418,387,653,501)
panchanga-ayana: ದಕ್ಷಿಣಾಯಣ xyxy=(205,483,277,503)
cell-gulika-h: ಗುಳಿಕಕಾಲ xyxy=(237,788,400,809)
photo-caption: ತುಮಕೂರು ತಾಲ್ಲೂಕಿನ ಗೂಳೂರಿನ ಸಾರಂಗ್ ಪಾಲಿಟೆಕ್ನಿಕ್ ಕಾಲೇಜಿನಲ್ಲಿ ಎಲ್ ಅಂಡ್ ಟಿ ಫೈನಾನ್ಸ್ ಮತ್ತು ಅಕ್ಷರ್ ಟ್ರೈನಿಂಗ್ಸ್ ನ ಡಿಜಿಟಲ್ ಸಖಿ ಕಾರ್ಯಕ್ರಮದಡಿಯಲ್ಲಿ ಡಿಜಿಟಲ್ ಆರ್ಥಿಕ ಅರಿವು ಕಾರ್ಯಾಗಾರವನ್ನು ಆಯೋಜಿಸಲಾಯಿತು. ಈ ಸಂದರ್ಭದಲ್ಲಿ ಡಿಜಿಟಲ್ ಸಖಿ ಪ್ರಾಜೆಕ್ಟ್ ನ ಕ್ಲಸ್ಟರ್ ವ್ಯವಸ್ಥಾಪಕ ಮಂಜುನಾಥ್, ಕಾಲೇಜಿನ ಪ್ರಾಂಶುಪಾಲರಾದ ಮೋಹನ್ ಕುಮಾರ್, ಸಿಬ್ಬಂದಿವರ್ಗ ಹಾಗೂ ಡಿಜಿಟಲ್ ಸಖಿಯರು ಹಾಜರಿದ್ದರು. xyxy=(81,1398,660,1498)
panchanga-paksha: ಪಕ್ಷ : ಶುಕ್ಲ ಪಕ್ಷ xyxy=(202,508,281,526)
doctorate-text: ತುಮಕೂರು,ಆ.14– ನಗರದ ಶ್ರೀ ಸಿದ್ಧಾರ್ಥ ತಾಂತ್ರಿಕ ಮಹಾವಿದ್ಯಾಲಯದಲ್ಲಿ ಎಲೆಕ್ಟ್ರಾನಿಕ್ಸ್ ಮತ್ತು ಕಮ್ಯುನಿಕೇಷನ್ ಇಂಜಿನಿಯರಿಂಗ್ ವಿಭಾಗದ ಸಹಾಯಕ ಪ್ರಾಧ್ಯಾಪಕರಾಗಿ ಸೇವೆ ಸಲ್ಲಿಸುತ್ತಿರುವ ಪೂರ್ಣಿಮಾ ಪಿ ಎಸ್ ಶ್ರೀ ಸಿದ್ಧಾರ್ಥ ಅಕಾಡೆಮಿ ಆಫ್ ಹೈಯರ್ ಎಜುಕೇಷನ್ ವಿಶ್ವವಿದ್ಯಾಲಯದಿಂದ ಡಾಕ್ಟರೇಟ್ ಪದವಿ ಪಡೆದಿದ್ದಾರೆ. ಟೆಲಿಕಮ್ಯೂನಿಕೇಷನ್ ಇಂಜಿನಿಯರಿಂಗ್ ವಿಭಾಗದಲ್ಲಿ ಸಹಾಯಕ ಪ್ರಾಧ್ಯಾಪಕರಾಗಿರುವ ಪೂರ್ಣಿಮಾ ಪಿ ಎಸ್ ಅವರು ಶ್ರೀ ಸಿದ್ಧಾರ್ಥ ತಾಂತ್ರಿಕ ಮಹಾವಿದ್ಯಾಲಯದ ಪ್ರಾಧ್ಯಾಪಕರಾದ ಡಾ. ಸುರೇಶ್.ಎಂ. ಅವರ ಮಾರ್ಗದರ್ಶನದಲ್ಲಿ 'ಡಿಸ್ಸೈನ್ ಅಂಡ್ ಡೆವಲಪ್‌ಮೆಂಟ್ ಆಫ್ ಹೈಬ್ರಿಡ್ ಆಲ್ಗರಿದಮ್ ಫಾರ್ ಡಿಟೆಕ್ಷನ್ ಆಫ್ ಅಫೊಪ ಡಿಸೀಜ್ ಅಂಡ್ ಸೀಸರ್ ಡಿಟೆಕ್ಷನ್ ಇನ್ ನಿಯೋನೇಟ್ಸ್' ವಿಷಯ ಕುರಿತ ಸಂಶೋಧನಾ ಮಹಾಪ್ರಬಂಧಕ್ಕೆ ಮಂಡಿಸಿದ್ದಕ್ಕಾಗಿ ಸಾಹೇಯಿಂದ ಡಾಕ್ಟರೇಟ್ ಪದವಿ ನೀಡಲಾಗಿದೆ. ಇವರು ತುಮಕೂರಿನಲ್ಲಿ ವಾಸವಾಗಿದ್ದು, ರಾಜ್ಯ ಮತ್ತು ಅಂತಾ ರಾಷ್ಟ್ರೀಯ ಮಟ್ಟದಲ್ಲಿ ಪ್ರಬಂಧಗಳನ್ನು ಮಂಡಿಸಿದ್ದಾರೆ. ಶ್ರೀ ಸಿದ್ಧಾರ್ಥ ತಾಂತ್ರಿಕ ಮಹಾವಿದ್ಯಾಲಯದ ಪ್ರಾಂಶುಪಾಲರಾದ ಡಾ.ಎಂ.ಎಸ್. ರವಿಪ್ರಕಾಶ್ ಸೇರಿದಂತೆ ಮುಖ್ಯಸ್ಥರು, ಪ್ರಾಧ್ಯಾಪಕರು ಅಭಿನಂದನೆ ಸಲ್ಲಿಸಿದ್ದಾರೆ. xyxy=(81,1637,296,2013)
rashi-title: ಇಂದಿನ ರಾಶಿ ಭವಿಷ್ಯ xyxy=(82,957,400,983)
page-number: 2 xyxy=(114,52,135,88)
rashi-sign: ಕರ್ಕಾಟಕ xyxy=(234,1004,309,1025)
divyavani-author: - ಗಾಂಧೀಜಿ xyxy=(306,270,354,285)
rashi-row xyxy=(83,1046,400,1067)
cell-surya-rashi-h: ಸೂರ್ಯ ರಾಶಿ xyxy=(83,694,190,715)
group-photo xyxy=(81,1217,660,1395)
rashi-row xyxy=(83,1025,400,1046)
doctorate-headline: ಪೂರ್ಣಿಮಾ ಅವರಿಗೆ ಸಾಹೇ ವಿವಿಯಿಂದ ಡಾಕ್ಟರೇಟ್ ಪದವಿ xyxy=(81,1519,296,1581)
mou-col-3: ವಾತಾವರಣ ನಿರ್ಮಾಣ ಮಾಡಬಹುದು ಎಂಬುದು ಸಾಧಿತವಾಗಿದೆ ಎಂದು ಹರ್ಷ ವ್ಯಕ್ತಪಡಿಸಿದರು. ಸೆಮಿನಾರ್‌ಗಳು, ಜಂಟಿ ಸಮ್ಮೇಳನಗಳು ಮತ್ತು ಶೈಕ್ಷಣಿಕ ಸಭೆಗಳಲ್ಲಿ ಪರಸ್ಪರ ಭಾಗವಹಿಸುವಿಕೆ, ಅಧ್ಯಾಪಕರು ಮತ್ತು ಸಿಬ್ಬಂದಿಗಳ ವಿನಿಮಯ ಸೇರಿದಂತೆ ಹೊಸ ಹೊಸ ಯೋಜನೆಗಳ ಜಾರಿಗೆ ಒಪ್ಪಂದ ಮಾಡಿಕೊಳ್ಳಲಾಗಿದೆ. ಇಂಜಿನಿಯರಿಂಗ್ ನಲ್ಲಿ ಉದ್ಯೋಗ ಮತ್ತು ಕೈಗಾರಿಕಾ ವಲಯಕ್ಕೆ ಪೂರಕವಾದ ಹೊಸ ಕೋರ್ಸ್‌ಗಳ ಆರಂಭಕ್ಕೆ ಮತ್ತು ತರಬೇತಿ ನೀಡಲು ಸಹಕಾರಿಯಾಗಲಿದೆ ಎಂದು ಅವರು ಹೇಳಿದರು. ಒಪ್ಪಂದದ ನಂತರ ಮಾತನಾಡಿದ ಅವಂತಿಕಾ ವಿಶ್ವವಿದ್ಯಾಲಯ ಉಪಕುಲಪತಿ ಡಾ.ನಿನೇನ್ ರಾಣಿ ಅವರು, ವಿದ್ಯಾರ್ಥಿ ಸಂಯೋಜಿತ ಶೈಕ್ಷಣಿಕ ಸಹಯೋಗ ಹಾಗೂ ಜಾಗತಿಕ ಉದ್ಯಮಶೀಲತೆ ಕುರಿತು ಅವಕಾಶಗಳ ಕಲಿಕೆಯ ಕ್ರಮಗಳು, ಸಂಶೋಧನಾ ಯೋಜನೆಗಳನ್ನು ಜಾರಿಯಾಗಿ ರಾಷ್ಟ್ರಮಟ್ಟದಲ್ಲಿ ಪ್ರಯೋಜನವಾಗುವಂತೆ ಎರಡು ಸಂಸ್ಥೆಗಳ ವಿದ್ಯಾರ್ಥಿಗಳಿಗೆ ಅನುಕೂಲ xyxy=(781,1854,1012,2134)
cell-nakshatra xyxy=(256,874,400,914)
